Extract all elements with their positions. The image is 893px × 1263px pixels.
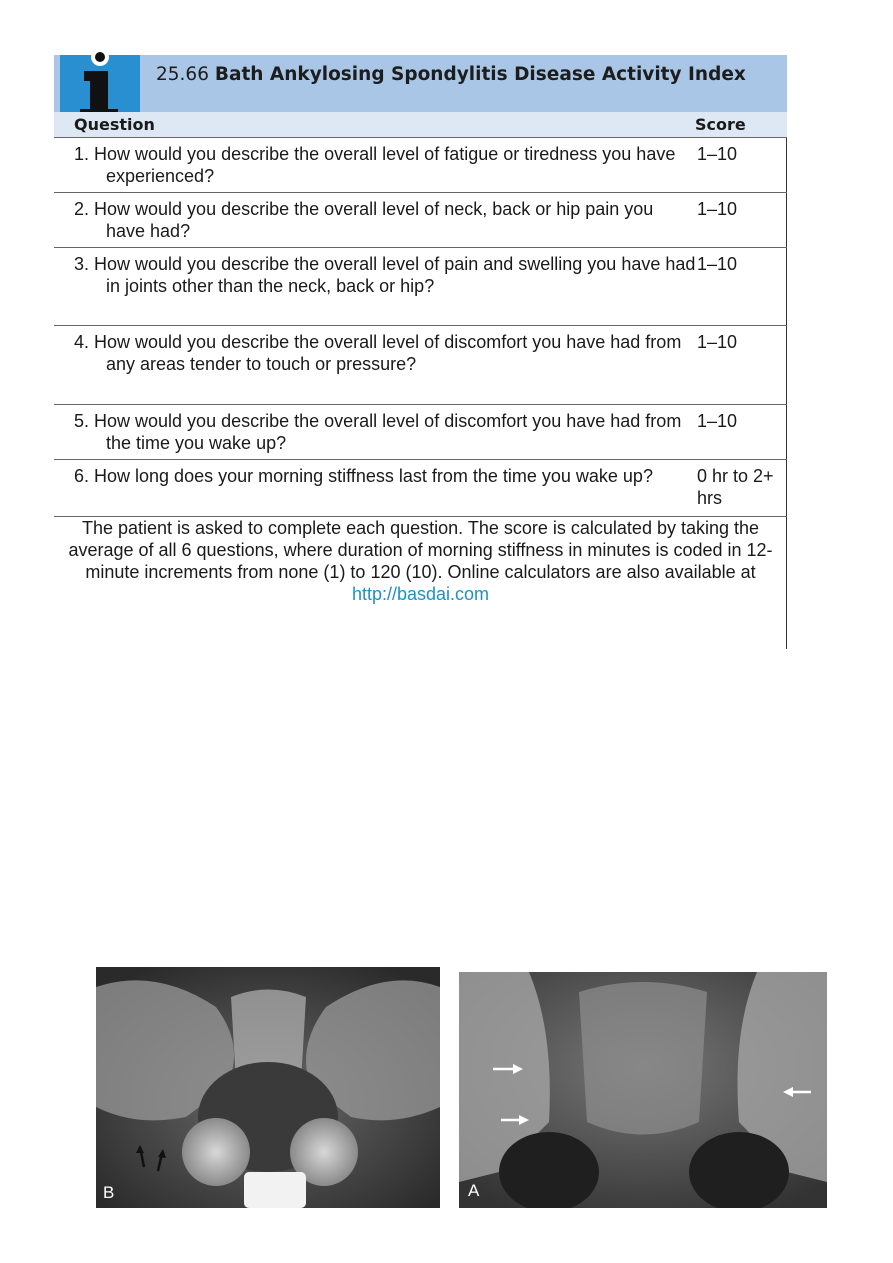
table-header: [54, 55, 787, 112]
question-text: 1. How would you describe the overall level of fatigue or tiredness you have experienced?: [74, 144, 676, 186]
table-number: 25.66: [156, 64, 209, 85]
column-score: Score: [695, 115, 746, 134]
column-question: Question: [74, 115, 155, 134]
pelvis-xray-b: [96, 967, 440, 1208]
panel-label-a: A: [468, 1181, 480, 1200]
pelvis-xray-a: [459, 972, 827, 1208]
column-headers: [54, 112, 787, 138]
question-text: 3. How would you describe the overall level of pain and swelling you have had in joints other than the neck, back or hip?: [74, 254, 696, 296]
question-text: 6. How long does your morning stiffness last from the time you wake up?: [74, 466, 653, 486]
question-text: 4. How would you describe the overall level of discomfort you have had from any areas tender to touch or pressure?: [74, 332, 682, 374]
panel-label-b: B: [103, 1183, 115, 1202]
score-range: 1–10: [697, 411, 738, 431]
footnote-text: The patient is asked to complete each question. The score is calculated by taking the average of all 6 questions, where duration of morning stiffness in minutes is coded in 12-minute increments from none (1) to 120 (10). Online calculators are also available at: [68, 518, 773, 582]
table-title: [156, 64, 776, 85]
table-row: [54, 193, 787, 248]
table-row: [54, 326, 787, 405]
table-row: [54, 248, 787, 326]
question-text: 2. How would you describe the overall level of neck, back or hip pain you have had?: [74, 199, 654, 241]
score-range: 1–10: [697, 254, 738, 274]
table-row: [54, 460, 787, 517]
score-range: 0 hr to 2+ hrs: [697, 466, 774, 508]
question-text: 5. How would you describe the overall level of discomfort you have had from the time you wake up?: [74, 411, 682, 453]
xray-figure-a: [459, 972, 827, 1208]
score-range: 1–10: [697, 144, 738, 164]
basdai-link[interactable]: http://basdai.com: [351, 584, 490, 604]
xray-figure-b: [96, 967, 440, 1208]
table-row: [54, 405, 787, 460]
table-row: [54, 138, 787, 193]
score-range: 1–10: [697, 332, 738, 352]
basdai-table: [54, 55, 787, 649]
table-footnote: [54, 517, 787, 605]
score-range: 1–10: [697, 199, 738, 219]
table-title-text: Bath Ankylosing Spondylitis Disease Activity Index: [214, 64, 746, 85]
